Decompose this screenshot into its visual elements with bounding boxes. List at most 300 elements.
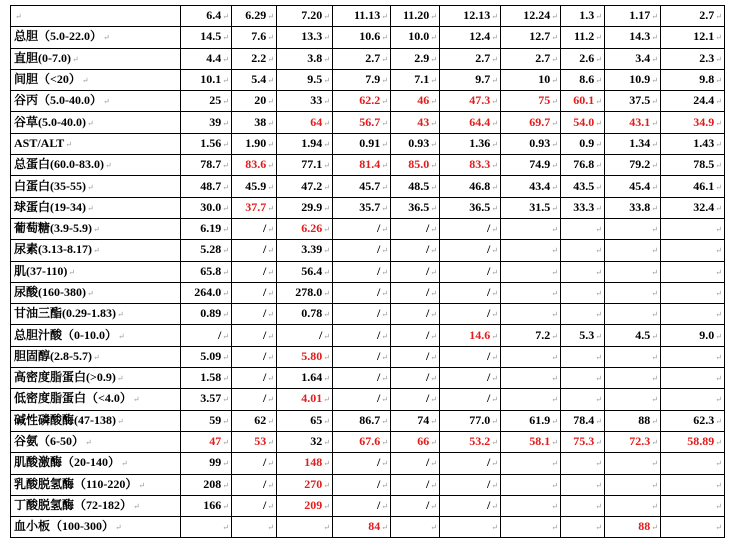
value-text: 3.4	[635, 50, 651, 65]
test-name-cell	[11, 431, 181, 452]
paragraph-mark-icon: ↵	[491, 267, 498, 277]
test-name: 间胆（<20）	[14, 72, 81, 87]
value-text: 59	[209, 412, 222, 427]
value-text: 209	[304, 497, 323, 512]
value-text: 12.7	[529, 29, 551, 44]
value-text: /	[425, 263, 430, 278]
paragraph-mark-icon: ↵	[381, 225, 388, 235]
value-cell	[181, 453, 232, 474]
value-text: /	[486, 285, 491, 299]
paragraph-mark-icon: ↵	[381, 12, 388, 22]
paragraph-mark-icon: ↵	[595, 118, 602, 128]
paragraph-mark-icon: ↵	[222, 161, 229, 171]
value-cell	[277, 325, 333, 346]
paragraph-mark-icon: ↵	[715, 203, 722, 213]
value-cell	[440, 389, 501, 410]
paragraph-mark-icon: ↵	[93, 352, 100, 362]
paragraph-mark-icon: ↵	[715, 267, 722, 277]
paragraph-mark-icon: ↵	[267, 459, 274, 469]
test-name: 甘油三酯(0.29-1.83)	[14, 306, 116, 321]
paragraph-mark-icon: ↵	[267, 139, 274, 149]
paragraph-mark-icon: ↵	[595, 459, 602, 469]
abnormal-value-cell	[661, 431, 725, 452]
value-text: 32.4	[693, 199, 715, 214]
value-cell	[391, 453, 440, 474]
value-cell	[232, 453, 277, 474]
value-cell	[333, 346, 391, 367]
value-cell	[440, 368, 501, 389]
paragraph-mark-icon: ↵	[595, 203, 602, 213]
paragraph-mark-icon: ↵	[267, 374, 274, 384]
test-name-cell	[11, 325, 181, 346]
value-text: 62	[254, 412, 267, 427]
value-cell	[501, 240, 561, 261]
value-text: /	[486, 497, 491, 512]
value-cell	[605, 197, 661, 218]
paragraph-mark-icon: ↵	[491, 12, 498, 22]
paragraph-mark-icon: ↵	[551, 523, 558, 533]
value-text: 5.4	[251, 72, 267, 87]
value-text: 43.4	[529, 178, 551, 193]
table-row	[11, 346, 725, 367]
cell-text: 11.20	[402, 8, 430, 23]
value-cell	[277, 155, 333, 176]
paragraph-mark-icon: ↵	[551, 246, 558, 256]
value-cell	[440, 69, 501, 90]
value-cell	[277, 176, 333, 197]
paragraph-mark-icon: ↵	[595, 54, 602, 64]
paragraph-mark-icon: ↵	[117, 310, 124, 320]
value-text: 278.0	[295, 285, 323, 299]
value-cell	[661, 304, 725, 325]
value-text: 38	[254, 114, 267, 129]
paragraph-mark-icon: ↵	[87, 203, 94, 213]
paragraph-mark-icon: ↵	[491, 501, 498, 511]
paragraph-mark-icon: ↵	[651, 203, 658, 213]
paragraph-mark-icon: ↵	[715, 480, 722, 490]
value-cell	[232, 304, 277, 325]
value-text: 53.2	[469, 434, 491, 449]
value-text: 25	[209, 93, 222, 108]
value-text: 4.01	[301, 391, 323, 406]
paragraph-mark-icon: ↵	[15, 12, 22, 22]
value-cell	[277, 240, 333, 261]
value-text: /	[262, 348, 267, 363]
value-cell	[181, 261, 232, 282]
paragraph-mark-icon: ↵	[551, 139, 558, 149]
value-text: 5.80	[301, 348, 323, 363]
value-text: /	[486, 391, 491, 406]
paragraph-mark-icon: ↵	[551, 480, 558, 490]
value-cell	[605, 474, 661, 495]
value-cell	[661, 197, 725, 218]
value-text: 9.8	[699, 72, 715, 87]
paragraph-mark-icon: ↵	[85, 438, 92, 448]
table-row	[11, 495, 725, 516]
value-cell	[605, 69, 661, 90]
value-cell	[440, 197, 501, 218]
test-name: 尿素(3.13-8.17)	[14, 242, 92, 257]
value-cell	[232, 27, 277, 48]
paragraph-mark-icon: ↵	[551, 54, 558, 64]
value-cell	[232, 91, 277, 112]
value-text: /	[425, 476, 430, 491]
value-text: /	[486, 348, 491, 363]
value-cell	[605, 495, 661, 516]
value-text: 166	[203, 497, 222, 512]
paragraph-mark-icon: ↵	[595, 331, 602, 341]
value-cell	[391, 27, 440, 48]
paragraph-mark-icon: ↵	[491, 118, 498, 128]
paragraph-mark-icon: ↵	[222, 118, 229, 128]
value-text: /	[262, 327, 267, 342]
value-text: /	[376, 242, 381, 257]
value-text: 14.3	[629, 29, 651, 44]
test-name-cell	[11, 517, 181, 538]
value-text: 2.3	[699, 50, 715, 65]
value-text: 5.28	[200, 242, 222, 257]
value-text: 12.4	[469, 29, 491, 44]
value-text: 1.94	[301, 135, 323, 150]
header-date-cell	[501, 6, 561, 27]
value-text: /	[262, 221, 267, 236]
paragraph-mark-icon: ↵	[381, 267, 388, 277]
test-name: 总胆（5.0-22.0）	[14, 29, 102, 44]
value-cell	[605, 218, 661, 239]
paragraph-mark-icon: ↵	[267, 352, 274, 362]
value-text: 24.4	[693, 93, 715, 108]
paragraph-mark-icon: ↵	[491, 246, 498, 256]
paragraph-mark-icon: ↵	[595, 289, 602, 298]
paragraph-mark-icon: ↵	[105, 161, 112, 171]
paragraph-mark-icon: ↵	[267, 289, 274, 298]
paragraph-mark-icon: ↵	[715, 501, 722, 511]
abnormal-value-cell	[391, 91, 440, 112]
value-cell	[277, 27, 333, 48]
value-text: 46	[417, 93, 430, 108]
value-cell	[661, 69, 725, 90]
abnormal-value-cell	[277, 474, 333, 495]
paragraph-mark-icon: ↵	[267, 76, 274, 86]
value-text: 67.6	[359, 434, 381, 449]
paragraph-mark-icon: ↵	[595, 12, 602, 22]
paragraph-mark-icon: ↵	[551, 501, 558, 511]
paragraph-mark-icon: ↵	[491, 352, 498, 362]
value-text: 6.26	[301, 221, 323, 236]
paragraph-mark-icon: ↵	[430, 76, 437, 86]
value-text: /	[425, 242, 430, 257]
paragraph-mark-icon: ↵	[430, 374, 437, 384]
value-text: 76.8	[573, 157, 595, 172]
value-text: /	[376, 306, 381, 321]
value-cell	[333, 48, 391, 69]
paragraph-mark-icon: ↵	[651, 331, 658, 341]
value-cell	[181, 155, 232, 176]
abnormal-value-cell	[501, 112, 561, 133]
test-name-cell	[11, 453, 181, 474]
paragraph-mark-icon: ↵	[715, 12, 722, 22]
value-cell	[277, 304, 333, 325]
value-text: 78.5	[693, 157, 715, 172]
cell-text: 11.13	[353, 8, 381, 23]
abnormal-value-cell	[232, 197, 277, 218]
paragraph-mark-icon: ↵	[491, 182, 498, 192]
paragraph-mark-icon: ↵	[87, 118, 94, 128]
value-text: 264.0	[194, 285, 222, 299]
value-cell	[561, 261, 605, 282]
value-text: 47	[209, 434, 222, 449]
test-name-cell	[11, 368, 181, 389]
paragraph-mark-icon: ↵	[651, 118, 658, 128]
value-text: 86.7	[359, 412, 381, 427]
value-cell	[181, 325, 232, 346]
paragraph-mark-icon: ↵	[651, 12, 658, 22]
value-text: 47.2	[301, 178, 323, 193]
value-cell	[501, 176, 561, 197]
value-cell	[333, 133, 391, 154]
cell-text: 6.29	[245, 8, 267, 23]
value-cell	[561, 474, 605, 495]
value-text: 5.09	[200, 348, 222, 363]
value-text: /	[425, 348, 430, 363]
value-cell	[440, 517, 501, 538]
value-cell	[440, 346, 501, 367]
paragraph-mark-icon: ↵	[715, 331, 722, 341]
value-cell	[501, 133, 561, 154]
value-cell	[181, 176, 232, 197]
value-text: 39	[209, 114, 222, 129]
value-text: 9.0	[699, 327, 715, 342]
value-text: /	[425, 327, 430, 342]
test-name: 谷氨（6-50）	[14, 434, 84, 449]
paragraph-mark-icon: ↵	[267, 12, 274, 22]
paragraph-mark-icon: ↵	[323, 139, 330, 149]
paragraph-mark-icon: ↵	[323, 395, 330, 405]
paragraph-mark-icon: ↵	[381, 182, 388, 192]
value-cell	[333, 69, 391, 90]
test-name: 葡萄糖(3.9-5.9)	[14, 221, 92, 236]
value-text: 77.1	[301, 157, 323, 172]
paragraph-mark-icon: ↵	[381, 395, 388, 405]
value-text: 31.5	[529, 199, 551, 214]
value-text: 33.8	[629, 199, 651, 214]
paragraph-mark-icon: ↵	[491, 76, 498, 86]
value-text: 7.9	[365, 72, 381, 87]
value-cell	[661, 517, 725, 538]
value-text: 3.39	[301, 242, 323, 257]
test-name-cell	[11, 155, 181, 176]
paragraph-mark-icon: ↵	[491, 459, 498, 469]
paragraph-mark-icon: ↵	[651, 97, 658, 107]
value-text: /	[425, 455, 430, 470]
value-cell	[605, 282, 661, 303]
value-text: 56.7	[359, 114, 381, 129]
paragraph-mark-icon: ↵	[222, 12, 229, 22]
value-cell	[661, 410, 725, 431]
paragraph-mark-icon: ↵	[551, 438, 558, 448]
value-text: 0.93	[529, 135, 551, 150]
value-text: /	[376, 455, 381, 470]
paragraph-mark-icon: ↵	[491, 438, 498, 448]
abnormal-value-cell	[391, 112, 440, 133]
value-cell	[605, 346, 661, 367]
test-name-cell	[11, 474, 181, 495]
paragraph-mark-icon: ↵	[551, 76, 558, 86]
paragraph-mark-icon: ↵	[323, 267, 330, 277]
paragraph-mark-icon: ↵	[381, 289, 388, 298]
value-cell	[440, 48, 501, 69]
header-date-cell	[561, 6, 605, 27]
paragraph-mark-icon: ↵	[323, 523, 330, 533]
value-text: 4.4	[206, 50, 222, 65]
value-text: 69.7	[529, 114, 551, 129]
paragraph-mark-icon: ↵	[222, 289, 229, 298]
value-cell	[232, 517, 277, 538]
value-text: 0.9	[579, 135, 595, 150]
value-text: 75	[538, 93, 551, 108]
value-text: 13.3	[301, 29, 323, 44]
value-text: 2.7	[535, 50, 551, 65]
value-text: 10.1	[200, 72, 222, 87]
paragraph-mark-icon: ↵	[715, 182, 722, 192]
paragraph-mark-icon: ↵	[118, 331, 125, 341]
value-cell	[501, 410, 561, 431]
test-name: 总胆汁酸（0-10.0）	[14, 327, 117, 342]
value-text: /	[262, 242, 267, 257]
value-text: 83.6	[245, 157, 267, 172]
value-cell	[181, 517, 232, 538]
paragraph-mark-icon: ↵	[381, 33, 388, 43]
value-cell	[440, 27, 501, 48]
header-date-cell	[605, 6, 661, 27]
value-text: 10.6	[359, 29, 381, 44]
value-text: /	[376, 370, 381, 385]
value-text: /	[262, 455, 267, 470]
header-date-cell	[181, 6, 232, 27]
value-cell	[181, 48, 232, 69]
paragraph-mark-icon: ↵	[381, 459, 388, 469]
paragraph-mark-icon: ↵	[323, 480, 330, 490]
value-text: 2.2	[251, 50, 267, 65]
test-name: 谷草(5.0-40.0)	[14, 114, 86, 129]
value-cell	[561, 495, 605, 516]
paragraph-mark-icon: ↵	[491, 310, 498, 320]
paragraph-mark-icon: ↵	[381, 97, 388, 107]
value-cell	[661, 261, 725, 282]
value-text: 1.56	[200, 135, 222, 150]
test-name: 低密度脂蛋白（<4.0）	[14, 391, 132, 406]
value-text: 88	[638, 412, 651, 427]
paragraph-mark-icon: ↵	[551, 289, 558, 298]
value-text: 83.3	[469, 157, 491, 172]
paragraph-mark-icon: ↵	[491, 523, 498, 533]
value-cell	[232, 282, 277, 303]
paragraph-mark-icon: ↵	[430, 459, 437, 469]
table-row	[11, 431, 725, 452]
value-cell	[561, 410, 605, 431]
value-cell	[501, 453, 561, 474]
paragraph-mark-icon: ↵	[323, 331, 330, 341]
paragraph-mark-icon: ↵	[551, 12, 558, 22]
value-cell	[440, 261, 501, 282]
value-cell	[661, 389, 725, 410]
test-name: 胆固醇(2.8-5.7)	[14, 348, 92, 363]
value-text: 64	[310, 114, 323, 129]
cell-text: 12.13	[463, 8, 491, 23]
paragraph-mark-icon: ↵	[323, 246, 330, 256]
value-text: 33	[310, 93, 323, 108]
paragraph-mark-icon: ↵	[323, 203, 330, 213]
paragraph-mark-icon: ↵	[715, 118, 722, 128]
paragraph-mark-icon: ↵	[430, 310, 437, 320]
paragraph-mark-icon: ↵	[651, 438, 658, 448]
value-cell	[333, 261, 391, 282]
value-text: 79.2	[629, 157, 651, 172]
value-text: /	[425, 285, 430, 299]
paragraph-mark-icon: ↵	[116, 374, 124, 384]
paragraph-mark-icon: ↵	[430, 438, 437, 448]
value-cell	[181, 282, 232, 303]
value-cell	[333, 453, 391, 474]
value-cell	[501, 304, 561, 325]
paragraph-mark-icon: ↵	[430, 289, 437, 298]
value-cell	[181, 389, 232, 410]
paragraph-mark-icon: ↵	[595, 310, 602, 320]
value-cell	[501, 27, 561, 48]
value-cell	[501, 495, 561, 516]
test-name: 乳酸脱氢酶（110-220）	[14, 476, 138, 491]
paragraph-mark-icon: ↵	[595, 501, 602, 511]
table-row	[11, 517, 725, 538]
value-text: 148	[304, 455, 323, 470]
value-cell	[561, 197, 605, 218]
test-name-cell	[11, 27, 181, 48]
value-text: 62.3	[693, 412, 715, 427]
value-text: 10.0	[408, 29, 430, 44]
value-text: 2.7	[365, 50, 381, 65]
paragraph-mark-icon: ↵	[651, 33, 658, 43]
value-cell	[661, 368, 725, 389]
value-cell	[501, 48, 561, 69]
test-name-cell	[11, 176, 181, 197]
value-cell	[181, 218, 232, 239]
paragraph-mark-icon: ↵	[68, 267, 76, 277]
value-cell	[181, 69, 232, 90]
value-text: /	[425, 221, 430, 236]
value-text: 10	[538, 72, 551, 87]
value-cell	[561, 69, 605, 90]
paragraph-mark-icon: ↵	[430, 480, 437, 490]
value-text: /	[376, 327, 381, 342]
value-cell	[440, 240, 501, 261]
value-cell	[501, 155, 561, 176]
test-name: 谷丙（5.0-40.0）	[14, 93, 102, 108]
paragraph-mark-icon: ↵	[551, 203, 558, 213]
value-text: /	[486, 306, 491, 321]
paragraph-mark-icon: ↵	[551, 225, 558, 235]
test-name: 白蛋白(35-55)	[14, 178, 86, 193]
table-row	[11, 261, 725, 282]
table-row	[11, 155, 725, 176]
value-text: 1.43	[693, 135, 715, 150]
value-cell	[333, 325, 391, 346]
cell-text: 7.20	[301, 8, 323, 23]
paragraph-mark-icon: ↵	[551, 310, 558, 320]
table-row	[11, 368, 725, 389]
value-text: 84	[368, 519, 381, 534]
value-text: /	[486, 455, 491, 470]
paragraph-mark-icon: ↵	[323, 310, 330, 320]
